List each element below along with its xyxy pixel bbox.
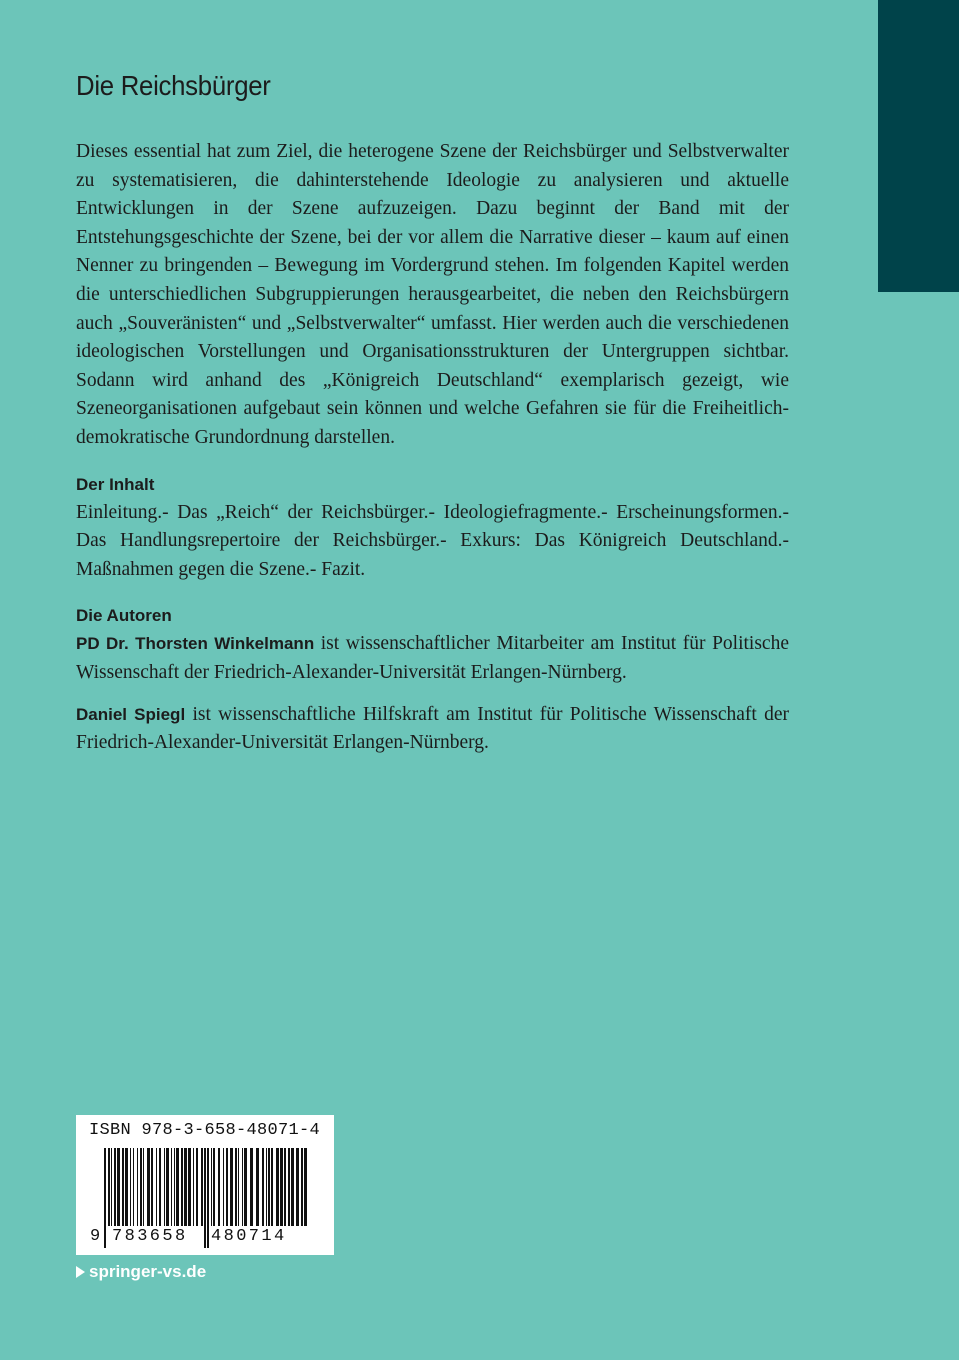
barcode-digits-right: 480714 <box>211 1227 306 1246</box>
barcode-digit-first: 9 <box>90 1227 101 1246</box>
barcode-digits-left: 783658 <box>112 1227 204 1246</box>
barcode-digits <box>76 1227 334 1249</box>
barcode-bar <box>271 1148 273 1226</box>
authors-heading: Die Autoren <box>76 606 172 626</box>
barcode-bar <box>223 1148 224 1226</box>
isbn-barcode <box>76 1115 334 1255</box>
barcode-bar <box>114 1148 116 1226</box>
barcode-bar <box>184 1148 187 1226</box>
barcode-bar <box>244 1148 247 1226</box>
barcode-bar <box>133 1148 134 1226</box>
contents-heading: Der Inhalt <box>76 474 155 494</box>
barcode-bar <box>288 1148 290 1226</box>
barcode-bar <box>151 1148 153 1226</box>
barcode-bar <box>143 1148 144 1226</box>
barcode-bar <box>188 1148 191 1226</box>
barcode-bar <box>266 1148 267 1226</box>
barcode-bar <box>122 1148 124 1226</box>
barcode-bar <box>166 1148 169 1226</box>
barcode-bar <box>176 1148 179 1226</box>
barcode-bar <box>213 1148 215 1226</box>
barcode-bar <box>238 1148 239 1226</box>
play-arrow-icon <box>76 1266 85 1278</box>
barcode-bar <box>296 1148 299 1226</box>
barcode-bar <box>301 1148 303 1226</box>
barcode-bar <box>140 1148 142 1226</box>
barcode-bar <box>196 1148 198 1226</box>
barcode-bar <box>117 1148 120 1226</box>
barcode-bar <box>108 1148 110 1226</box>
barcode-bar <box>242 1148 243 1226</box>
author-entry <box>76 701 789 758</box>
author-name: PD Dr. Thorsten Winkelmann <box>76 634 315 654</box>
barcode-bar <box>130 1148 131 1226</box>
barcode-bar <box>159 1148 161 1226</box>
barcode-bar <box>211 1148 212 1226</box>
barcode-bar <box>256 1148 259 1226</box>
barcode-bar <box>291 1148 294 1226</box>
barcode-bar <box>193 1148 194 1226</box>
barcode-bar <box>147 1148 150 1226</box>
barcode-bar <box>235 1148 237 1226</box>
barcode-bar <box>171 1148 172 1226</box>
barcode-bar <box>226 1148 228 1226</box>
barcode-bar <box>156 1148 157 1226</box>
barcode-bar <box>304 1148 307 1226</box>
back-cover-text <box>76 70 789 758</box>
barcode-bar <box>280 1148 283 1226</box>
barcode-bar <box>250 1148 253 1226</box>
barcode-bar <box>284 1148 286 1226</box>
intro-paragraph: Dieses essential hat zum Ziel, die heterogene Szene der Reichsbürger und Selbstverwalter zu systematisieren, die dahinterstehende Ideologie zu analysieren und aktuelle Entwicklungen in der Szene aufzuzeigen. Dazu beginnt der Band mit der Entstehungsgeschichte der Szene, bei der vor allem die Narrative dieser – kaum auf einen Nenner zu bringenden – Bewegung im Vordergrund stehen. Im folgenden Kapitel werden die unterschiedlichen Subgruppierungen herausgearbeitet, die neben den Reichsbürgern auch „Souveränisten“ und „Selbstverwalter“ umfasst. Hier werden auch die verschiedenen ideologischen Vorstellungen und Organisationsstrukturen der Untergruppen sichtbar. Sodann wird anhand des „Königreich Deutschland“ exemplarisch gezeigt, wie Szeneorganisationen aufgebaut sein können und welche Gefahren sie für die Freiheitlich-demokratische Grundordnung darstellen. <box>76 141 789 448</box>
barcode-bar <box>125 1148 128 1226</box>
barcode-bar <box>164 1148 165 1226</box>
barcode-bar <box>230 1148 233 1226</box>
barcode-bar <box>276 1148 279 1226</box>
barcode-bar <box>201 1148 203 1226</box>
isbn-label: ISBN 978-3-658-48071-4 <box>89 1121 321 1140</box>
barcode-bar <box>111 1148 112 1226</box>
barcode-bar <box>181 1148 183 1226</box>
author-description: ist wissenschaftliche Hilfskraft am Institut für Politische Wissenschaft der Friedrich-Alexander-Universität Erlangen-Nürnberg. <box>76 703 790 754</box>
publisher-url: springer-vs.de <box>89 1262 207 1281</box>
barcode-bar <box>137 1148 138 1226</box>
barcode-bar <box>268 1148 270 1226</box>
barcode-bar <box>174 1148 175 1226</box>
author-description: ist wissenschaftlicher Mitarbeiter am Institut für Politische Wissenschaft der Friedrich-Alexander-Universität Erlangen-Nürnberg. <box>76 633 789 683</box>
authors-section <box>76 602 789 757</box>
corner-color-block <box>878 0 959 292</box>
barcode-bar <box>262 1148 264 1226</box>
barcode-bar <box>218 1148 220 1226</box>
contents-section <box>76 471 789 585</box>
publisher-link[interactable] <box>76 1262 206 1282</box>
author-entry <box>76 630 789 687</box>
contents-text: Einleitung.- Das „Reich“ der Reichsbürger.- Ideologiefragmente.- Erscheinungsformen.- Das Handlungsrepertoire der Reichsbürger.- Exkurs: Das Königreich Deutschland.- Maßnahmen gegen die Szene.- Fazit. <box>76 501 789 580</box>
author-name: Daniel Spiegl <box>76 704 186 724</box>
book-title: Die Reichsbürger <box>76 70 271 101</box>
